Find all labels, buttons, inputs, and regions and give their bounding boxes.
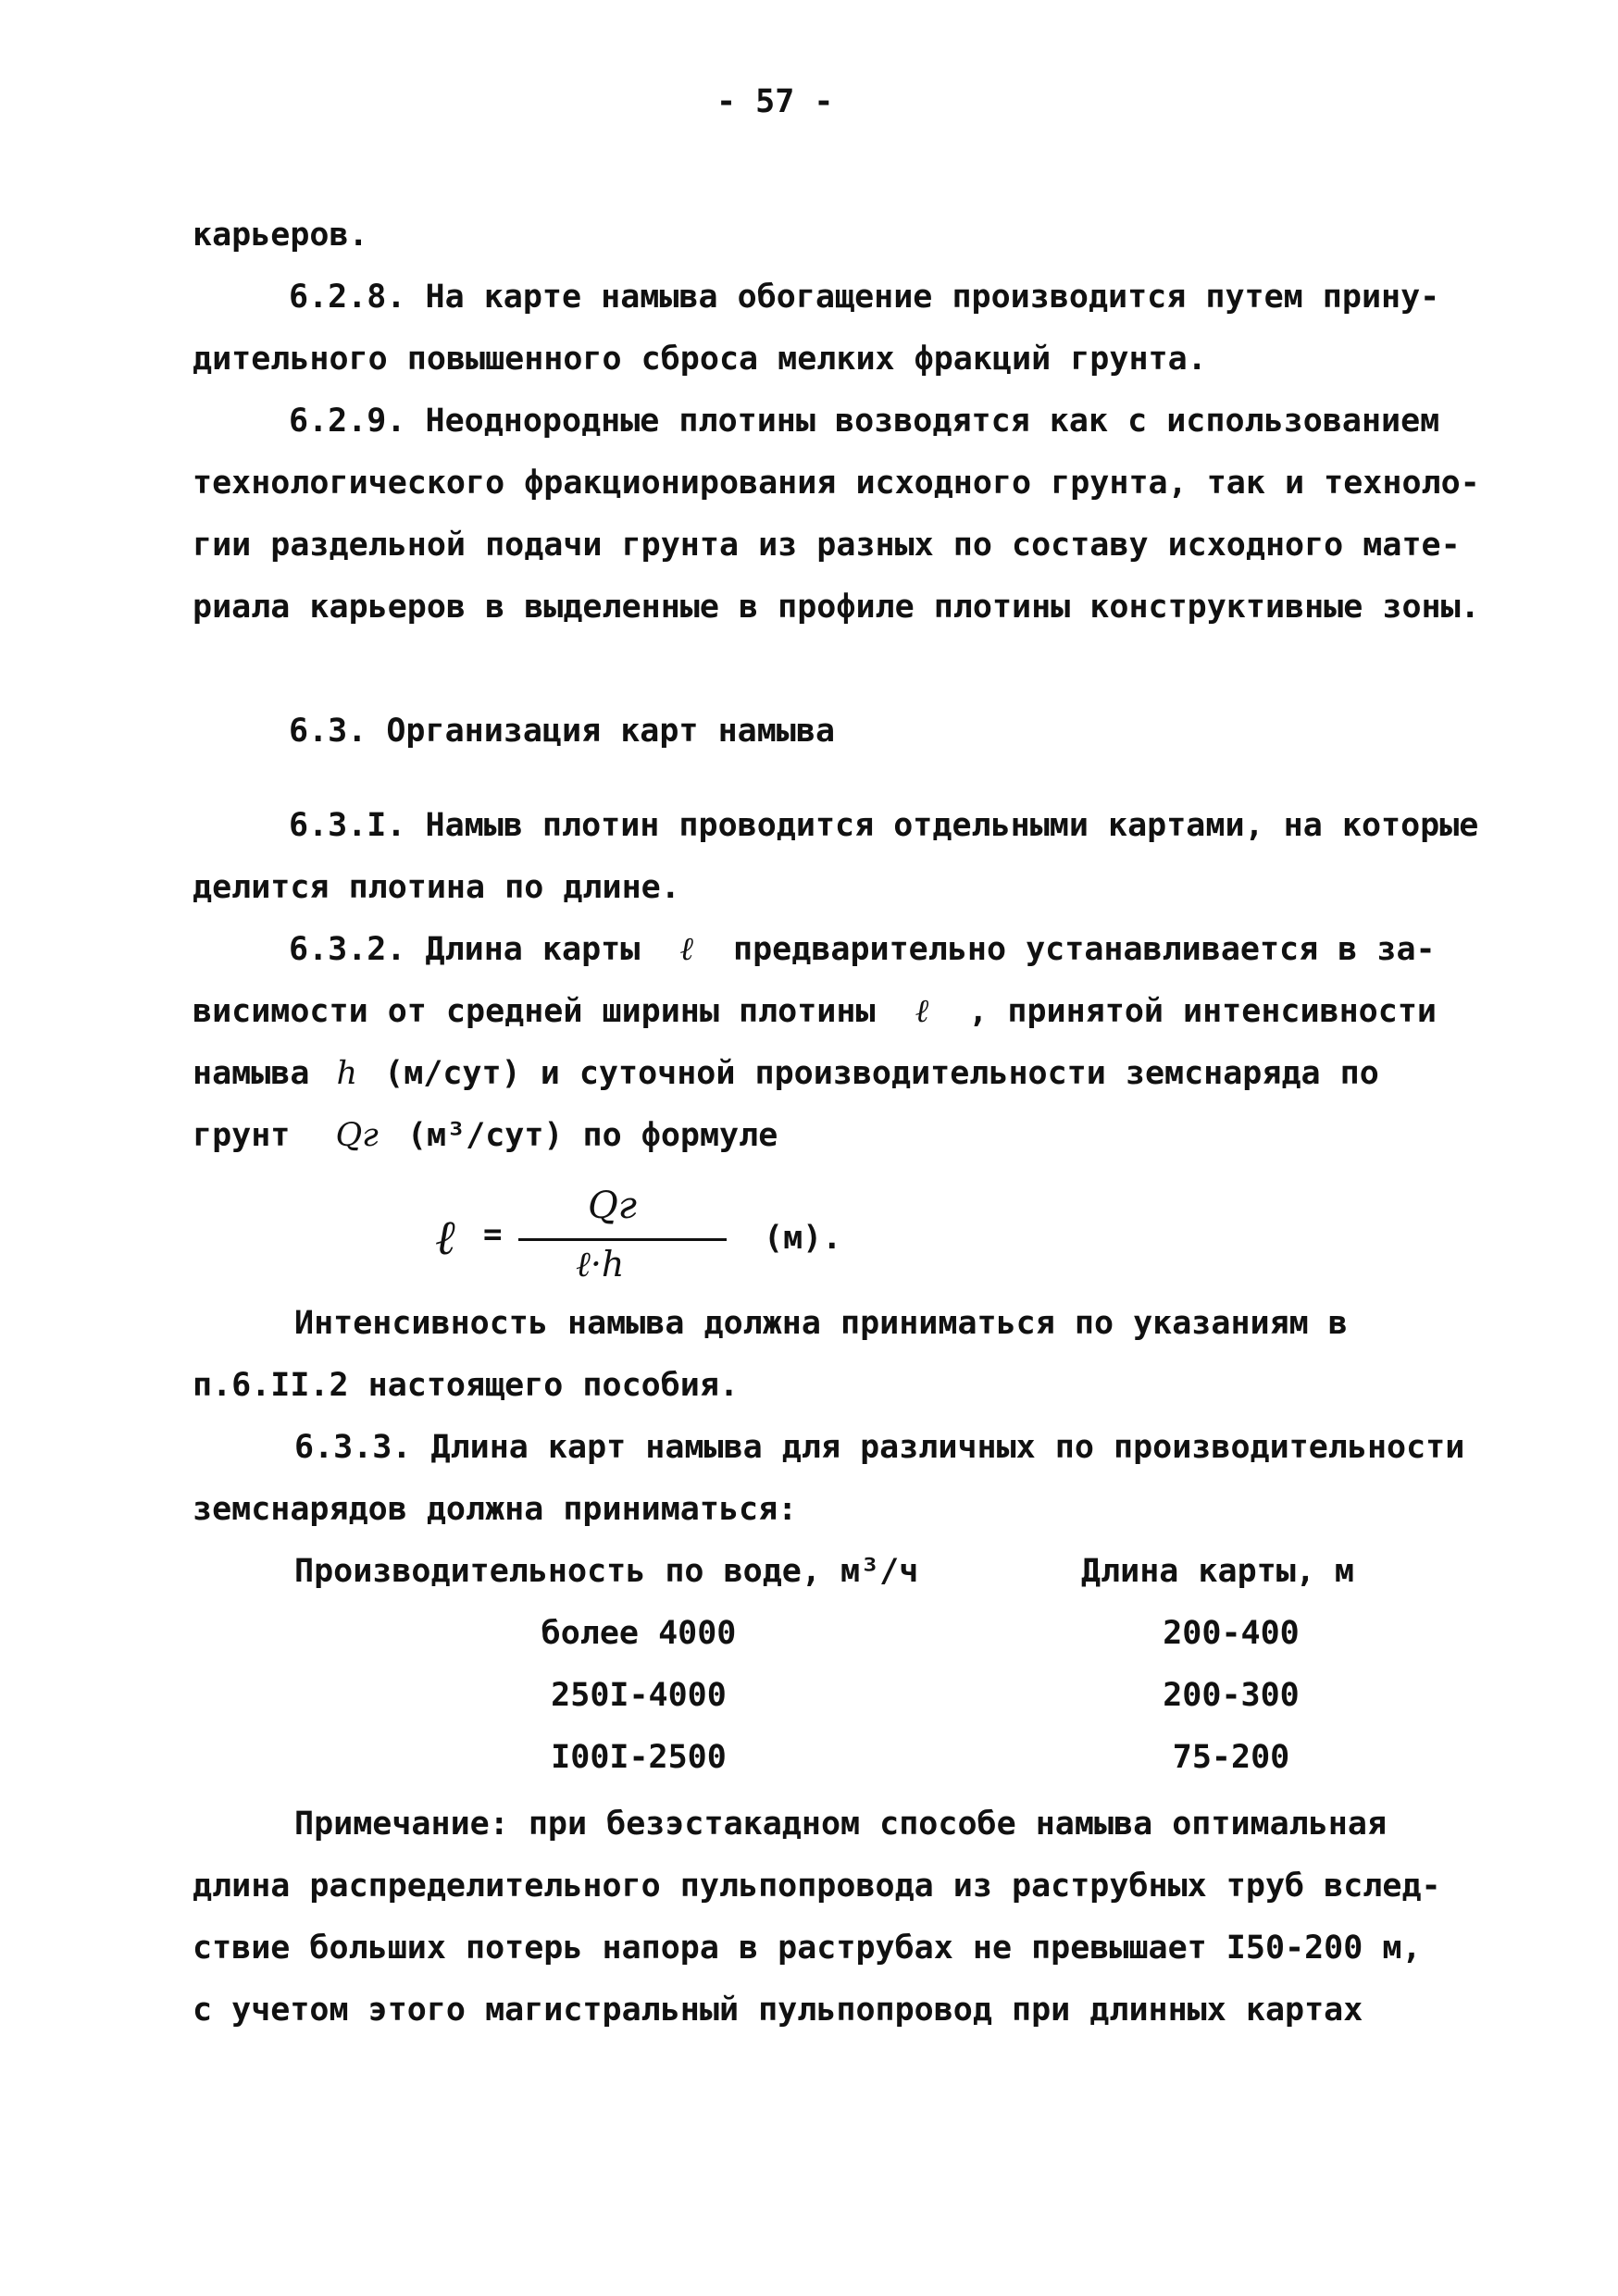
note-line: с учетом этого магистральный пульпопровод при длинных картах — [193, 1992, 1363, 2029]
text-line-content: 6.2.8. На карте намыва обогащение производится путем прину- — [289, 279, 1440, 316]
text-fragment: висимости от средней ширины плотины — [193, 993, 876, 1030]
formula-lhs: ℓ — [435, 1210, 455, 1266]
text-line — [193, 1115, 778, 1156]
text-line: 6.3.3. Длина карт намыва для различных по производительности — [294, 1429, 1465, 1466]
table-cell: 75-200 — [1172, 1739, 1290, 1776]
fraction-bar — [518, 1238, 727, 1241]
note-line: ствие больших потерь напора в раструбах не превышает I50-200 м, — [193, 1930, 1422, 1967]
text-fragment: 6.3.2. Длина карты — [289, 931, 641, 968]
formula-numerator: Qг — [588, 1185, 638, 1227]
text-line — [289, 929, 1436, 970]
text-fragment: намыва — [193, 1055, 310, 1092]
table-cell: 250I-4000 — [551, 1677, 727, 1714]
table-cell: более 4000 — [541, 1615, 737, 1652]
text-line: делится плотина по длине. — [193, 869, 680, 906]
formula — [426, 1185, 907, 1296]
width-symbol: ℓ — [915, 993, 929, 1030]
table-cell: 200-400 — [1163, 1615, 1300, 1652]
text-fragment: предварительно устанавливается в за- — [733, 931, 1436, 968]
text-line: земснарядов должна приниматься: — [193, 1491, 798, 1528]
text-fragment: (м/сут) и суточной производительности земснаряда по — [384, 1055, 1379, 1092]
text-fragment: грунт — [193, 1117, 291, 1154]
text-line: технологического фракционирования исходного грунта, так и техноло- — [193, 465, 1480, 502]
table-header-length: Длина карты, м — [1081, 1553, 1355, 1590]
formula-equals: = — [483, 1216, 503, 1253]
section-heading: 6.3. Организация карт намыва — [289, 713, 836, 750]
text-line: Интенсивность намыва должна приниматься по указаниям в — [294, 1305, 1348, 1342]
text-fragment: (м³/сут) по формуле — [406, 1117, 778, 1154]
text-line: дительного повышенного сброса мелких фракций грунта. — [193, 341, 1207, 378]
text-line: п.6.II.2 настоящего пособия. — [193, 1367, 740, 1404]
text-line — [289, 277, 1440, 317]
text-line: 6.3.I. Намыв плотин проводится отдельными картами, на которые — [289, 807, 1479, 844]
text-line: карьеров. — [193, 217, 368, 254]
text-line — [193, 1053, 1379, 1094]
note-line: длина распределительного пульпопровода из раструбных труб вслед- — [193, 1868, 1441, 1905]
page-number: - 57 - — [716, 83, 834, 120]
text-fragment: , принятой интенсивности — [968, 993, 1437, 1030]
text-line: риала карьеров в выделенные в профиле плотины конструктивные зоны. — [193, 589, 1480, 626]
text-line: гии раздельной подачи грунта из разных по составу исходного мате- — [193, 527, 1461, 564]
productivity-symbol: Qг — [335, 1117, 379, 1154]
table-cell: 200-300 — [1163, 1677, 1300, 1714]
formula-unit: (м). — [764, 1220, 842, 1257]
text-line: 6.2.9. Неоднородные плотины возводятся как с использованием — [289, 403, 1440, 440]
text-line — [193, 991, 1437, 1032]
table-header-productivity: Производительность по воде, м³/ч — [294, 1553, 919, 1590]
table-cell: I00I-2500 — [551, 1739, 727, 1776]
length-symbol: ℓ — [679, 931, 693, 968]
formula-denominator: ℓ·h — [576, 1244, 625, 1285]
intensity-symbol: h — [336, 1055, 358, 1092]
note-line: Примечание: при безэстакадном способе намыва оптимальная — [294, 1806, 1388, 1843]
